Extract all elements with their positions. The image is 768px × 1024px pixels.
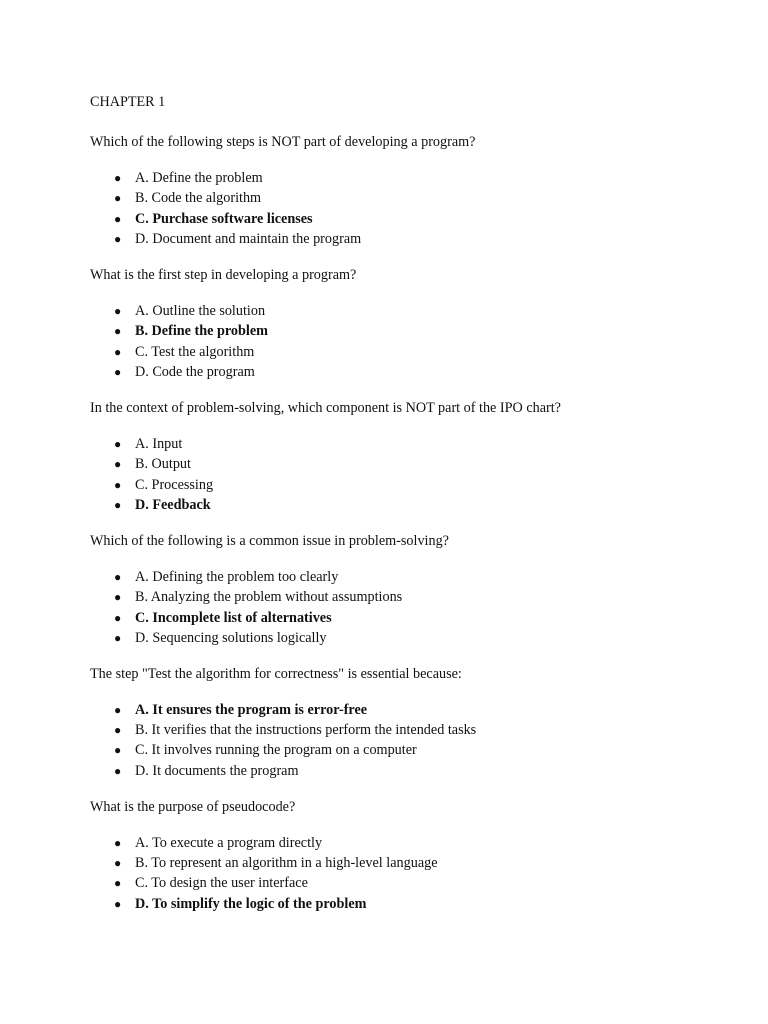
options-list: [90, 700, 710, 782]
option-item: [90, 761, 710, 781]
bullet-icon: ●: [114, 763, 122, 778]
bullet-icon: ●: [114, 170, 122, 185]
bullet-icon: ●: [114, 436, 122, 451]
bullet-icon: ●: [114, 569, 122, 584]
question-text: Which of the following is a common issue in problem-solving?: [90, 533, 449, 550]
option-text: B. Analyzing the problem without assumptions: [135, 589, 403, 606]
question-block: [90, 797, 710, 914]
chapter-heading: CHAPTER 1: [90, 94, 166, 110]
option-text: A. Outline the solution: [135, 302, 266, 319]
option-text: B. Code the algorithm: [135, 190, 262, 207]
option-text: A. It ensures the program is error-free: [135, 701, 368, 718]
bullet-icon: ●: [114, 743, 122, 758]
option-text: D. To simplify the logic of the problem: [135, 895, 367, 912]
option-item: [90, 188, 710, 208]
option-text: C. Processing: [135, 476, 214, 493]
bullet-icon: ●: [114, 344, 122, 359]
bullet-icon: ●: [114, 590, 122, 605]
bullet-icon: ●: [114, 457, 122, 472]
option-item: [90, 873, 710, 893]
options-list: [90, 833, 710, 915]
options-list: [90, 567, 710, 649]
question-block: [90, 664, 710, 781]
option-text: C. To design the user interface: [135, 875, 308, 892]
bullet-icon: ●: [114, 876, 122, 891]
option-item: [90, 853, 710, 873]
option-item: [90, 833, 710, 853]
option-item-bold: [90, 894, 710, 914]
bullet-icon: ●: [114, 231, 122, 246]
option-item-bold: [90, 608, 710, 628]
bullet-icon: ●: [114, 896, 122, 911]
option-item: [90, 567, 710, 587]
option-item: [90, 168, 710, 188]
option-text: D. It documents the program: [135, 762, 299, 779]
option-item: [90, 475, 710, 495]
option-text: D. Document and maintain the program: [135, 230, 362, 247]
option-text: A. Define the problem: [135, 169, 263, 186]
option-item: [90, 740, 710, 760]
option-text: A. Defining the problem too clearly: [135, 568, 339, 585]
options-list: [90, 301, 710, 383]
bullet-icon: ●: [114, 191, 122, 206]
option-text: B. Define the problem: [135, 323, 268, 340]
option-item: [90, 301, 710, 321]
option-item: [90, 628, 710, 648]
option-text: D. Sequencing solutions logically: [135, 629, 327, 646]
option-text: D. Feedback: [135, 496, 211, 513]
option-item: [90, 587, 710, 607]
question-text: The step "Test the algorithm for correctness" is essential because:: [90, 666, 462, 683]
option-text: B. It verifies that the instructions perform the intended tasks: [135, 722, 477, 739]
option-item-bold: [90, 495, 710, 515]
bullet-icon: ●: [114, 211, 122, 226]
question-block: [90, 265, 710, 382]
bullet-icon: ●: [114, 477, 122, 492]
question-text: In the context of problem-solving, which component is NOT part of the IPO chart?: [90, 400, 561, 417]
option-text: C. It involves running the program on a computer: [135, 742, 417, 759]
bullet-icon: ●: [114, 610, 122, 625]
option-item-bold: [90, 209, 710, 229]
option-item: [90, 434, 710, 454]
options-list: [90, 168, 710, 250]
bullet-icon: ●: [114, 702, 122, 717]
document-page: [90, 92, 710, 930]
option-item: [90, 720, 710, 740]
question-text: What is the first step in developing a program?: [90, 267, 357, 284]
option-text: D. Code the program: [135, 363, 255, 380]
bullet-icon: ●: [114, 630, 122, 645]
option-text: C. Test the algorithm: [135, 343, 255, 360]
bullet-icon: ●: [114, 303, 122, 318]
option-text: A. To execute a program directly: [135, 834, 323, 851]
option-text: A. Input: [135, 435, 183, 452]
bullet-icon: ●: [114, 723, 122, 738]
option-item-bold: [90, 321, 710, 341]
option-text: B. To represent an algorithm in a high-level language: [135, 855, 438, 872]
question-text: What is the purpose of pseudocode?: [90, 799, 296, 816]
option-item: [90, 229, 710, 249]
option-item-bold: [90, 700, 710, 720]
option-item: [90, 342, 710, 362]
question-block: [90, 132, 710, 249]
question-text: Which of the following steps is NOT part of developing a program?: [90, 134, 476, 151]
bullet-icon: ●: [114, 364, 122, 379]
option-text: C. Incomplete list of alternatives: [135, 609, 332, 626]
bullet-icon: ●: [114, 324, 122, 339]
option-text: C. Purchase software licenses: [135, 210, 313, 227]
bullet-icon: ●: [114, 497, 122, 512]
question-block: [90, 531, 710, 648]
option-item: [90, 362, 710, 382]
option-text: B. Output: [135, 456, 191, 473]
bullet-icon: ●: [114, 835, 122, 850]
bullet-icon: ●: [114, 856, 122, 871]
option-item: [90, 454, 710, 474]
question-block: [90, 398, 710, 515]
options-list: [90, 434, 710, 516]
